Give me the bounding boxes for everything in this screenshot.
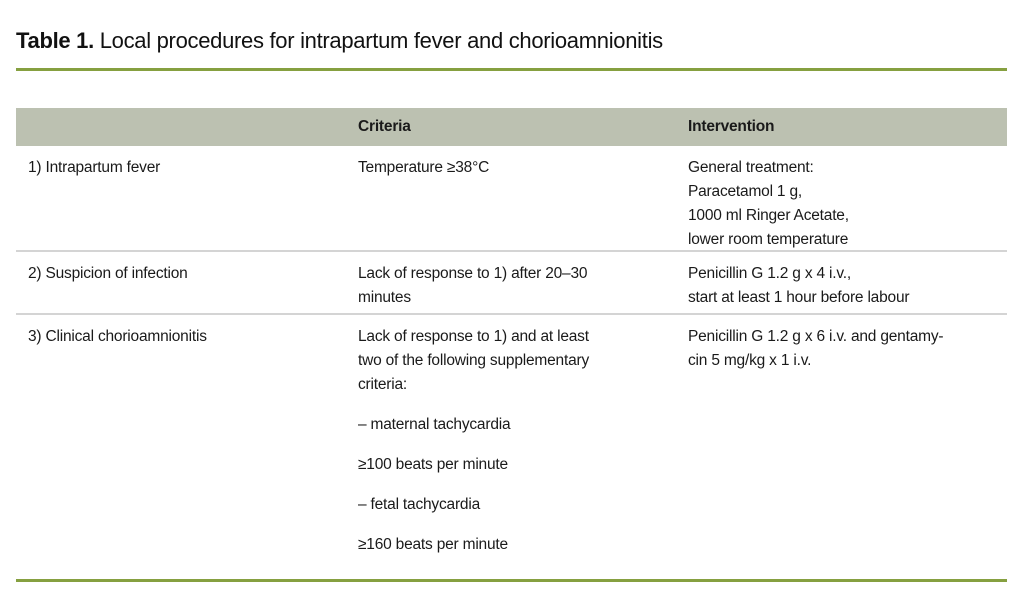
- criteria-cell: [358, 325, 658, 557]
- criteria-cell: [358, 156, 658, 180]
- intervention-cell: [688, 325, 998, 373]
- table-row: [16, 146, 1007, 252]
- condition-cell: [28, 262, 188, 286]
- criteria-line: Lack of response to 1) and at least: [358, 328, 589, 345]
- criteria-line: criteria:: [358, 376, 408, 393]
- intervention-line: lower room temperature: [688, 231, 849, 248]
- intervention-line: start at least 1 hour before labour: [688, 289, 910, 306]
- table-caption: [16, 26, 663, 56]
- intervention-cell: [688, 156, 998, 252]
- intervention-line: General treatment:: [688, 159, 814, 176]
- criteria-item: ≥100 beats per minute: [358, 456, 508, 473]
- table-row: [16, 252, 1007, 315]
- condition-cell: [28, 325, 207, 349]
- criteria-item: – maternal tachycardia: [358, 416, 511, 433]
- bottom-rule: [16, 579, 1007, 582]
- intervention-line: Penicillin G 1.2 g x 4 i.v.,: [688, 265, 851, 282]
- header-criteria: Criteria: [358, 118, 411, 135]
- criteria-line: minutes: [358, 289, 411, 306]
- header-intervention: Intervention: [688, 118, 775, 135]
- table-caption-label: Table 1.: [16, 28, 94, 53]
- condition-text: 3) Clinical chorioamnionitis: [28, 328, 207, 345]
- procedures-table: [16, 108, 1007, 575]
- intervention-line: Penicillin G 1.2 g x 6 i.v. and gentamy-: [688, 328, 944, 345]
- table-caption-text: Local procedures for intrapartum fever and chorioamnionitis: [93, 28, 663, 53]
- intervention-line: 1000 ml Ringer Acetate,: [688, 207, 849, 224]
- criteria-item: – fetal tachycardia: [358, 496, 480, 513]
- intervention-line: cin 5 mg/kg x 1 i.v.: [688, 352, 812, 369]
- criteria-line: two of the following supplementary: [358, 352, 589, 369]
- table-row: [16, 315, 1007, 575]
- table-header: [16, 108, 1007, 146]
- top-rule: [16, 68, 1007, 71]
- criteria-item: ≥160 beats per minute: [358, 536, 508, 553]
- criteria-cell: [358, 262, 658, 310]
- condition-cell: [28, 156, 160, 180]
- intervention-line: Paracetamol 1 g,: [688, 183, 802, 200]
- intervention-cell: [688, 262, 998, 310]
- condition-text: 2) Suspicion of infection: [28, 265, 188, 282]
- criteria-line: Temperature ≥38°C: [358, 159, 490, 176]
- condition-text: 1) Intrapartum fever: [28, 159, 161, 176]
- criteria-line: Lack of response to 1) after 20–30: [358, 265, 588, 282]
